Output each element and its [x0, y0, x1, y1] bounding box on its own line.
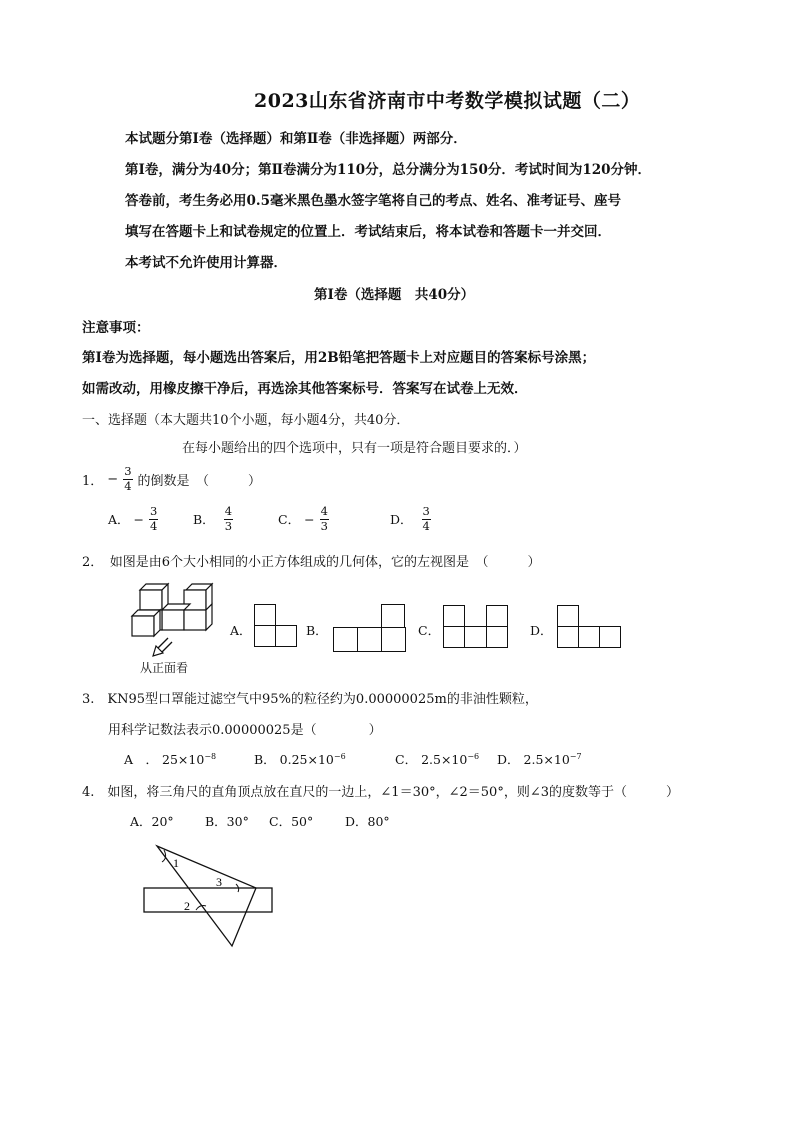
q4-option-c[interactable]: C．50°	[269, 814, 314, 829]
question-2: 2． 如图是由6个大小相同的小正方体组成的几何体，它的左视图是 （ ）	[82, 555, 541, 570]
cube-figure	[128, 582, 214, 642]
option-base: 2.5×10	[421, 752, 468, 767]
option-fraction: $\frac{3}{4}$	[150, 504, 158, 533]
q1-text: 的倒数是 （ ）	[137, 473, 262, 489]
option-label: B．	[254, 752, 276, 767]
q1-option-d[interactable]	[390, 506, 432, 532]
part1-subheading: 在每小题给出的四个选项中，只有一项是符合题目要求的．）	[182, 441, 527, 456]
note-line-2: 如需改动，用橡皮擦干净后，再选涂其他答案标号．答案写在试卷上无效．	[82, 381, 528, 397]
option-base: 0.25×10	[279, 752, 334, 767]
q1-option-b[interactable]	[193, 506, 234, 532]
option-label: A．	[108, 512, 130, 527]
q3-option-d[interactable]	[497, 750, 582, 768]
intro-line-4: 填写在答题卡上和试卷规定的位置上．考试结束后，将本试卷和答题卡一并交回．	[125, 224, 611, 240]
q3-option-b[interactable]	[254, 750, 346, 768]
option-exponent: −6	[467, 752, 480, 761]
option-label: D．	[497, 752, 520, 767]
option-label: C．	[278, 512, 301, 527]
q2-option-d-label[interactable]: D．	[530, 623, 553, 638]
q1-numerator: 3	[124, 464, 132, 478]
option-label: A ．	[124, 752, 159, 767]
option-fraction: $\frac{4}{3}$	[320, 504, 328, 533]
ruler-shape	[144, 888, 272, 912]
q1-fraction	[123, 466, 132, 492]
option-label: C．	[395, 752, 418, 767]
option-fraction: $\frac{4}{3}$	[224, 504, 233, 533]
part1-heading: 一、选择题（本大题共10个小题，每小题4分，共40分．	[82, 413, 410, 428]
q3-option-a[interactable]	[124, 750, 216, 768]
option-exponent: −8	[204, 752, 217, 761]
q4-option-a[interactable]: A．20°	[130, 814, 174, 829]
q4-option-b[interactable]: B．30°	[205, 814, 249, 829]
notes-title: 注意事项：	[82, 320, 150, 336]
q2-option-a-label[interactable]: A．	[230, 623, 252, 638]
option-label: B．	[193, 512, 215, 527]
q2-option-b-label[interactable]: B．	[306, 623, 328, 638]
option-fraction: $\frac{3}{4}$	[422, 504, 430, 533]
q4-option-d[interactable]: D．80°	[345, 814, 390, 829]
option-base: 2.5×10	[523, 752, 570, 767]
question-4: 4. 如图，将三角尺的直角顶点放在直尺的一边上，∠1＝30°，∠2＝50°，则∠3的度数等于（ ）	[82, 785, 679, 800]
arrow-icon	[148, 636, 178, 660]
intro-line-1: 本试题分第Ⅰ卷（选择题）和第Ⅱ卷（非选择题）两部分．	[125, 131, 467, 147]
option-sign: −	[133, 511, 145, 527]
option-exponent: −6	[333, 752, 346, 761]
question-3-line-1: 3. KN95型口罩能过滤空气中95%的粒径约为0.00000025m的非油性颗粒，	[82, 692, 538, 707]
intro-line-3: 答卷前，考生务必用0.5毫米黑色墨水签字笔将自己的考点、姓名、准考证号、座号	[125, 193, 621, 209]
angle-label-2: 2	[184, 899, 190, 913]
angle-label-3: 3	[216, 875, 222, 889]
q1-number: 1．	[82, 473, 104, 489]
option-sign: −	[304, 511, 315, 527]
question-3-line-2: 用科学记数法表示0.00000025是（ ）	[108, 723, 382, 738]
q3-option-c[interactable]	[395, 750, 479, 768]
page-title: 2023山东省济南市中考数学模拟试题（二）	[254, 90, 641, 112]
option-exponent: −7	[569, 752, 582, 761]
q1-denominator: 4	[124, 478, 132, 493]
ruler-triangle-figure	[140, 840, 280, 952]
q1-option-a[interactable]	[108, 506, 159, 532]
front-view-caption: 从正面看	[140, 661, 189, 675]
q1-minus: −	[107, 471, 119, 487]
q2-option-c-label[interactable]: C．	[418, 623, 441, 638]
question-1	[82, 466, 261, 492]
section-title: 第Ⅰ卷（选择题 共40分）	[314, 287, 475, 303]
option-base: 25×10	[162, 752, 205, 767]
q1-option-c[interactable]	[278, 506, 330, 532]
option-label: D．	[390, 512, 413, 527]
note-line-1: 第Ⅰ卷为选择题，每小题选出答案后，用2B铅笔把答题卡上对应题目的答案标号涂黑；	[82, 350, 596, 366]
angle-label-1: 1	[173, 856, 179, 870]
intro-line-5: 本考试不允许使用计算器．	[125, 255, 287, 271]
intro-line-2: 第Ⅰ卷，满分为40分；第Ⅱ卷满分为110分，总分满分为150分．考试时间为120分钟．	[125, 162, 652, 178]
